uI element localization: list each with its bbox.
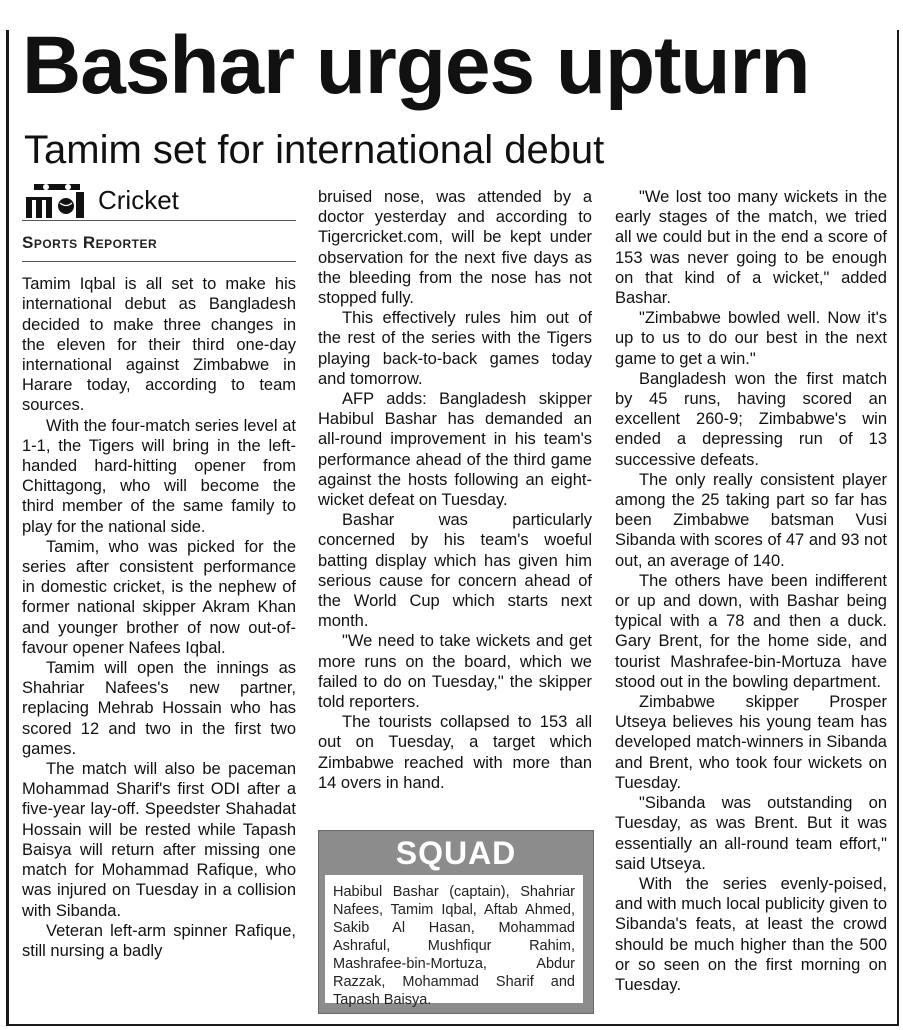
paragraph: Tamim will open the innings as Shahriar Nafees's new partner, replacing Mehrab Hossain who has scored 12 and two in the first two games. (22, 659, 296, 758)
section-tag (22, 180, 296, 221)
squad-box (318, 830, 594, 1014)
right-column-rule (897, 30, 899, 1025)
paragraph: AFP adds: Bangladesh skipper Habibul Bashar has demanded an all-round improvement in his team's performance ahead of the third game against the hosts following an eight-wicket defeat on Tuesday. (318, 390, 592, 510)
article-column-2 (318, 187, 592, 793)
squad-list: Habibul Bashar (captain), Shahriar Nafees, Tamim Iqbal, Aftab Ahmed, Sakib Al Hasan, Mohammad Ashraful, Mushfiqur Rahim, Mashrafee-bin-Mortuza, Abdur Razzak, Mohammad Sharif and Tapash Baisya. (325, 875, 583, 1003)
paragraph: Veteran left-arm spinner Rafique, still nursing a badly (22, 921, 296, 960)
paragraph: "Zimbabwe bowled well. Now it's up to us to do our best in the next game to get a win." (615, 309, 887, 368)
headline: Bashar urges upturn (22, 20, 810, 111)
article-column-1 (22, 180, 296, 961)
paragraph: "We lost too many wickets in the early stages of the match, we tried all we could but in the end a score of 153 was never going to be enough on that kind of a wicket," added Bashar. (615, 188, 887, 308)
paragraph: bruised nose, was attended by a doctor yesterday and according to Tigercricket.com, will be kept under observation for the next five days as the bleeding from the nose has not stopped fully. (318, 188, 592, 308)
squad-title: SQUAD (395, 835, 517, 871)
paragraph: Tamim, who was picked for the series after consistent performance in domestic cricket, is the nephew of former national skipper Akram Khan and younger brother of now out-of-favour opener Nafees Iqbal. (22, 537, 296, 657)
section-label: Cricket (98, 185, 179, 215)
paragraph: With the series evenly-poised, and with much local publicity given to Sibanda's feats, at least the crowd should be much higher than the 500 or so seen on the first morning on Tuesday. (615, 874, 887, 994)
paragraph: Bashar was particularly concerned by his team's woeful batting display which has given him serious cause for concern ahead of the World Cup which starts next month. (318, 511, 592, 631)
paragraph: Tamim Iqbal is all set to make his international debut as Bangladesh decided to make three changes in the eleven for their third one-day international against Zimbabwe in Harare today, according to team sources. (22, 275, 296, 415)
cricket-stumps-icon (22, 180, 92, 220)
article-column-3 (615, 187, 887, 995)
paragraph: Bangladesh won the first match by 45 runs, having scored an excellent 260-9; Zimbabwe's win ended a depressing run of 13 successive defeats. (615, 369, 887, 469)
paragraph: The only really consistent player among the 25 taking part so far has been Zimbabwe batsman Vusi Sibanda with scores of 47 and 93 not out, an average of 140. (615, 470, 887, 570)
bottom-rule (6, 1024, 899, 1026)
byline: Sports Reporter (22, 233, 158, 252)
paragraph: The tourists collapsed to 153 all out on Tuesday, a target which Zimbabwe reached with more than 14 overs in hand. (318, 713, 592, 792)
paragraph: With the four-match series level at 1-1, the Tigers will bring in the left-handed hard-hitting opener from Chittagong, who will become the third member of the same family to play for the national side. (22, 416, 296, 536)
byline-block (22, 233, 296, 262)
paragraph: The match will also be paceman Mohammad Sharif's first ODI after a five-year lay-off. Speedster Shahadat Hossain will be rested while Tapash Baisya will return after missing one match for Mohammad Rafique, who was injured on Tuesday in a collision with Sibanda. (22, 760, 296, 920)
paragraph: Zimbabwe skipper Prosper Utseya believes his young team has developed match-winners in Sibanda and Brent, who took four wickets on Tuesday. (615, 693, 887, 792)
paragraph: "We need to take wickets and get more runs on the board, which we failed to do on Tuesday," the skipper told reporters. (318, 632, 592, 712)
paragraph: The others have been indifferent or up and down, with Bashar being typical with a 78 and then a duck. Gary Brent, for the home side, and tourist Mashrafee-bin-Mortuza have stood out in the bowling department. (615, 571, 887, 691)
subheadline: Tamim set for international debut (24, 128, 605, 172)
paragraph: "Sibanda was outstanding on Tuesday, as was Brent. But it was essentially an all-round team effort," said Utseya. (615, 794, 887, 873)
left-column-rule (6, 30, 9, 1025)
paragraph: This effectively rules him out of the rest of the series with the Tigers playing back-to-back games today and tomorrow. (318, 309, 592, 388)
